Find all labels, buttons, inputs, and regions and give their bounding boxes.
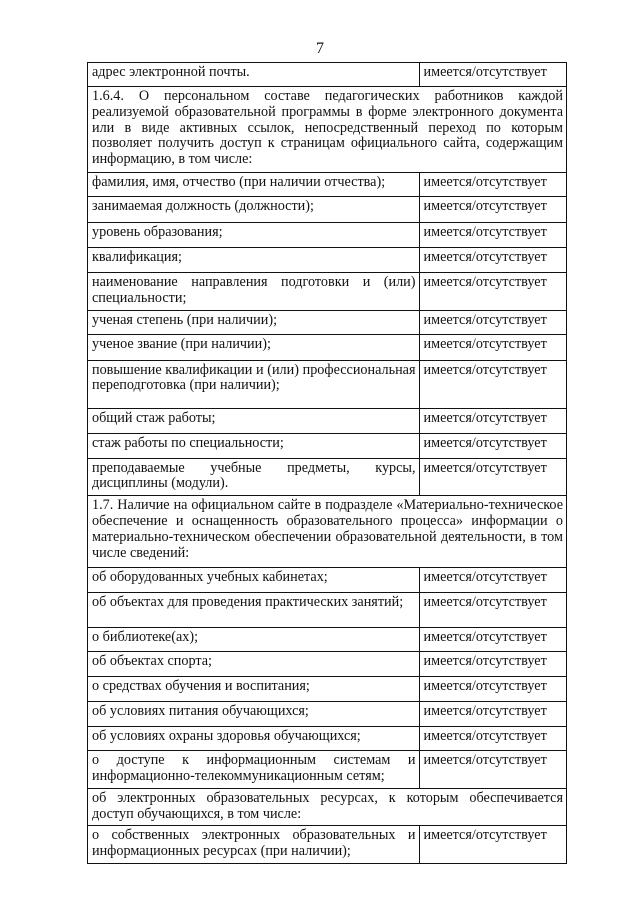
criterion-status: имеется/отсутствует	[419, 173, 566, 197]
table-row	[88, 63, 567, 87]
criterion-status: имеется/отсутствует	[419, 677, 566, 702]
criterion-text: ученая степень (при наличии);	[88, 310, 420, 334]
criterion-status: имеется/отсутствует	[419, 360, 566, 408]
criterion-text: адрес электронной почты.	[88, 63, 420, 87]
criterion-text: квалификация;	[88, 248, 420, 273]
criterion-text: о доступе к информационным системам и информационно-телекоммуникационным сетям;	[88, 751, 420, 789]
criterion-text: общий стаж работы;	[88, 408, 420, 433]
table-row	[88, 173, 567, 197]
criterion-status: имеется/отсутствует	[419, 652, 566, 677]
criterion-text: о средствах обучения и воспитания;	[88, 677, 420, 702]
page-number: 7	[316, 40, 324, 57]
criterion-status: имеется/отсутствует	[419, 63, 566, 87]
criterion-status: имеется/отсутствует	[419, 223, 566, 248]
section-header-row	[88, 87, 567, 173]
criterion-text: стаж работы по специальности;	[88, 433, 420, 458]
criterion-text: преподаваемые учебные предметы, курсы, дисциплины (модули).	[88, 458, 420, 496]
criterion-status: имеется/отсутствует	[419, 702, 566, 727]
section-text: 1.7. Наличие на официальном сайте в подразделе «Материально-техническое обеспечение и оснащенность образовательного процесса» информации о материально-техническом обеспечении образовательной деятельности, в том числе сведений:	[88, 496, 567, 568]
criteria-table-body	[88, 63, 567, 864]
table-row	[88, 677, 567, 702]
criterion-status: имеется/отсутствует	[419, 334, 566, 360]
table-row	[88, 197, 567, 223]
criteria-table	[87, 62, 567, 864]
table-row	[88, 334, 567, 360]
criterion-text: об объектах для проведения практических занятий;	[88, 593, 420, 628]
criterion-status: имеется/отсутствует	[419, 273, 566, 311]
table-row	[88, 273, 567, 311]
criterion-status: имеется/отсутствует	[419, 197, 566, 223]
criterion-status: имеется/отсутствует	[419, 727, 566, 751]
table-row	[88, 310, 567, 334]
criterion-text: об условиях охраны здоровья обучающихся;	[88, 727, 420, 751]
section-text: об электронных образовательных ресурсах, к которым обеспечивается доступ обучающихся, в том числе:	[88, 788, 567, 826]
criterion-status: имеется/отсутствует	[419, 568, 566, 593]
criterion-status: имеется/отсутствует	[419, 458, 566, 496]
criterion-status: имеется/отсутствует	[419, 751, 566, 789]
criterion-text: ученое звание (при наличии);	[88, 334, 420, 360]
section-header-row	[88, 496, 567, 568]
table-row	[88, 568, 567, 593]
criterion-status: имеется/отсутствует	[419, 310, 566, 334]
section-header-row	[88, 788, 567, 826]
table-row	[88, 433, 567, 458]
table-row	[88, 458, 567, 496]
criterion-status: имеется/отсутствует	[419, 593, 566, 628]
criterion-text: фамилия, имя, отчество (при наличии отчества);	[88, 173, 420, 197]
criterion-text: об оборудованных учебных кабинетах;	[88, 568, 420, 593]
criterion-text: об объектах спорта;	[88, 652, 420, 677]
criterion-text: о библиотеке(ах);	[88, 628, 420, 652]
table-row	[88, 593, 567, 628]
criterion-text: об условиях питания обучающихся;	[88, 702, 420, 727]
table-row	[88, 360, 567, 408]
table-row	[88, 751, 567, 789]
table-row	[88, 727, 567, 751]
table-row	[88, 248, 567, 273]
criterion-text: о собственных электронных образовательных и информационных ресурсах (при наличии);	[88, 826, 420, 864]
criterion-text: уровень образования;	[88, 223, 420, 248]
table-row	[88, 408, 567, 433]
criterion-text: повышение квалификации и (или) профессиональная переподготовка (при наличии);	[88, 360, 420, 408]
criterion-status: имеется/отсутствует	[419, 408, 566, 433]
criterion-status: имеется/отсутствует	[419, 826, 566, 864]
table-row	[88, 628, 567, 652]
criterion-status: имеется/отсутствует	[419, 628, 566, 652]
criterion-status: имеется/отсутствует	[419, 433, 566, 458]
criterion-text: наименование направления подготовки и (или) специальности;	[88, 273, 420, 311]
section-text: 1.6.4. О персональном составе педагогических работников каждой реализуемой образовательной программы в форме электронного документа или в виде активных ссылок, непосредственный переход по которым позволяет получить доступ к страницам официального сайта, содержащим информацию, в том числе:	[88, 87, 567, 173]
table-row	[88, 702, 567, 727]
criterion-text: занимаемая должность (должности);	[88, 197, 420, 223]
table-row	[88, 223, 567, 248]
criterion-status: имеется/отсутствует	[419, 248, 566, 273]
table-row	[88, 826, 567, 864]
table-row	[88, 652, 567, 677]
